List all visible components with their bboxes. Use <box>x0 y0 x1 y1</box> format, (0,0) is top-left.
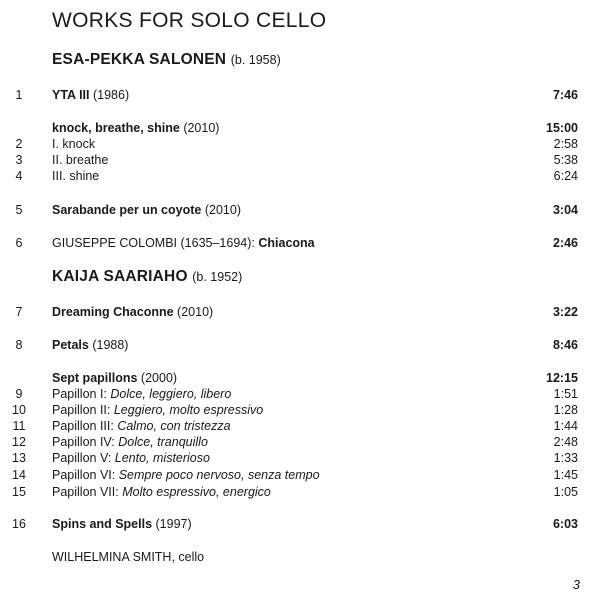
track-row <box>0 337 600 353</box>
track-duration: 7:46 <box>552 88 578 102</box>
work-heading-row <box>0 370 600 386</box>
track-row <box>0 235 600 251</box>
track-row <box>0 484 600 500</box>
track-tempo: Lento, misterioso <box>114 451 210 465</box>
track-year: (1997) <box>155 517 192 531</box>
track-number: 12 <box>12 435 26 449</box>
page-number: 3 <box>572 577 580 592</box>
track-number: 9 <box>15 387 23 401</box>
track-duration: 5:38 <box>553 153 578 167</box>
track-title: Petals <box>52 338 89 352</box>
work-title: Sept papillons <box>52 371 138 385</box>
track-row <box>0 87 600 103</box>
track-number: 4 <box>15 169 23 183</box>
track-title: Papillon IV: <box>52 435 115 449</box>
track-row <box>0 434 600 450</box>
track-composer: GIUSEPPE COLOMBI (1635–1694): <box>52 236 255 250</box>
track-row <box>0 418 600 434</box>
composer-heading-saariaho <box>52 268 242 286</box>
page-title: WORKS FOR SOLO CELLO <box>52 9 327 32</box>
track-duration: 6:24 <box>553 169 578 183</box>
track-title: Papillon VII: <box>52 485 119 499</box>
track-row <box>0 136 600 152</box>
track-duration: 1:05 <box>553 485 578 499</box>
track-row <box>0 467 600 483</box>
track-duration: 1:44 <box>553 419 578 433</box>
track-year: (1986) <box>92 88 130 102</box>
track-tempo: Calmo, con tristezza <box>117 419 231 433</box>
composer-dates: (b. 1958) <box>230 53 281 67</box>
track-row <box>0 450 600 466</box>
track-year: (1988) <box>92 338 129 352</box>
track-tempo: Sempre poco nervoso, senza tempo <box>118 468 320 482</box>
work-duration: 15:00 <box>546 121 578 135</box>
track-tempo: Molto espressivo, energico <box>122 485 271 499</box>
track-duration: 3:22 <box>552 305 578 319</box>
track-year: (2010) <box>177 305 214 319</box>
track-number: 11 <box>12 419 26 433</box>
track-duration: 1:33 <box>553 451 578 465</box>
work-year: (2000) <box>140 371 178 385</box>
track-duration: 2:58 <box>553 137 578 151</box>
track-title: Dreaming Chaconne <box>52 305 174 319</box>
track-number: 1 <box>15 88 23 102</box>
track-title: Sarabande per un coyote <box>52 203 202 217</box>
track-tempo: Dolce, leggiero, libero <box>110 387 232 401</box>
track-number: 7 <box>15 305 23 319</box>
work-heading-row <box>0 120 600 136</box>
track-number: 6 <box>15 236 23 250</box>
track-duration: 1:51 <box>553 387 578 401</box>
work-duration: 12:15 <box>546 371 578 385</box>
track-title: Papillon III: <box>52 419 114 433</box>
composer-name: ESA-PEKKA SALONEN <box>52 51 227 68</box>
track-number: 16 <box>12 517 26 531</box>
track-number: 14 <box>12 468 26 482</box>
composer-dates: (b. 1952) <box>192 270 243 284</box>
track-number: 5 <box>15 203 23 217</box>
track-duration: 2:48 <box>553 435 578 449</box>
track-row <box>0 516 600 532</box>
track-title: Papillon I: <box>52 387 107 401</box>
track-duration: 1:28 <box>553 403 578 417</box>
track-row <box>0 304 600 320</box>
track-title: I. knock <box>52 137 96 151</box>
track-duration: 8:46 <box>552 338 578 352</box>
track-title: Papillon VI: <box>52 468 116 482</box>
track-tempo: Leggiero, molto espressivo <box>113 403 264 417</box>
work-year: (2010) <box>183 121 220 135</box>
performer-credit: WILHELMINA SMITH, cello <box>52 550 205 564</box>
track-title: Papillon V: <box>52 451 112 465</box>
track-title: Papillon II: <box>52 403 111 417</box>
track-tempo: Dolce, tranquillo <box>118 435 208 449</box>
track-row <box>0 202 600 218</box>
track-number: 8 <box>15 338 23 352</box>
track-duration: 6:03 <box>552 517 578 531</box>
composer-name: KAIJA SAARIAHO <box>52 268 188 285</box>
track-title: Chiacona <box>258 236 315 250</box>
composer-heading-salonen <box>52 51 281 69</box>
track-duration: 2:46 <box>552 236 578 250</box>
track-duration: 1:45 <box>553 468 578 482</box>
track-duration: 3:04 <box>552 203 578 217</box>
track-title: III. shine <box>52 169 100 183</box>
track-title: YTA III <box>52 88 90 102</box>
track-year: (2010) <box>204 203 241 217</box>
track-row <box>0 402 600 418</box>
track-number: 15 <box>12 485 26 499</box>
track-number: 13 <box>12 451 26 465</box>
track-row <box>0 152 600 168</box>
track-title: II. breathe <box>52 153 109 167</box>
track-number: 2 <box>15 137 23 151</box>
track-number: 10 <box>12 403 26 417</box>
track-row <box>0 168 600 184</box>
track-row <box>0 386 600 402</box>
track-title: Spins and Spells <box>52 517 153 531</box>
track-number: 3 <box>15 153 23 167</box>
work-title: knock, breathe, shine <box>52 121 180 135</box>
